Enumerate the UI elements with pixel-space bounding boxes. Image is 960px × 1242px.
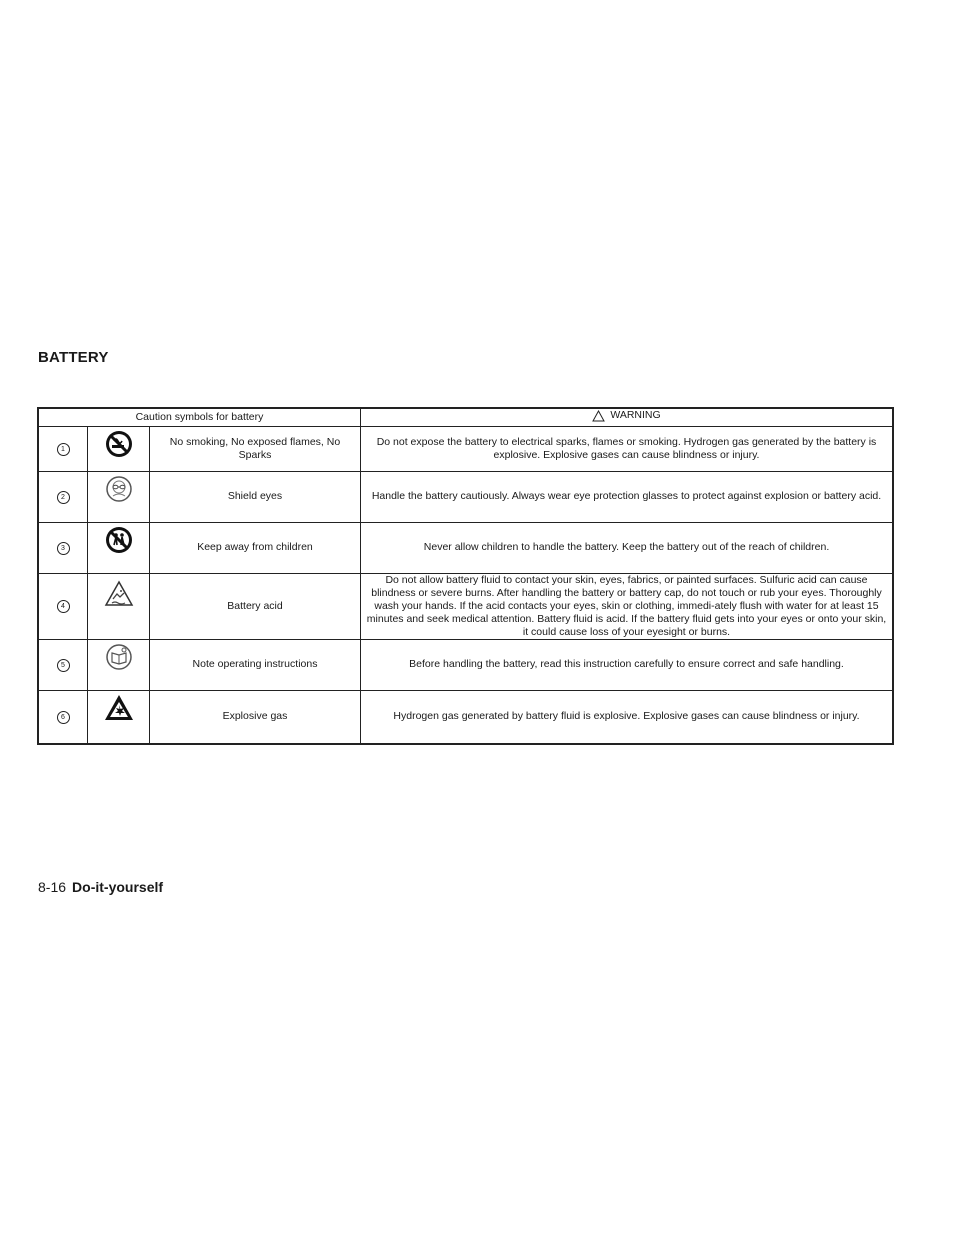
warning-label: WARNING: [610, 409, 661, 421]
row-number: 6: [38, 690, 88, 744]
symbol-cell: [88, 522, 150, 573]
warning-triangle-icon: [592, 410, 605, 422]
battery-acid-icon: [104, 579, 134, 609]
symbol-label: Keep away from children: [150, 522, 361, 573]
eye-protection-icon: [104, 474, 134, 504]
header-warning: [361, 408, 894, 426]
table-row: [38, 471, 893, 522]
warning-text: Before handling the battery, read this instruction carefully to ensure correct and safe handling.: [361, 639, 894, 690]
symbol-cell: [88, 639, 150, 690]
row-number: 5: [38, 639, 88, 690]
symbol-cell: [88, 690, 150, 744]
symbol-label: Note operating instructions: [150, 639, 361, 690]
header-caution-symbols: Caution symbols for battery: [38, 408, 361, 426]
chapter-title: Do-it-yourself: [72, 879, 164, 895]
row-number: 3: [38, 522, 88, 573]
warning-text: Do not expose the battery to electrical sparks, flames or smoking. Hydrogen gas generated by the battery is explosive. Explosive gases can cause blindness or injury.: [361, 426, 894, 471]
symbol-label: No smoking, No exposed flames, No Sparks: [150, 426, 361, 471]
row-number: 4: [38, 573, 88, 639]
section-title: BATTERY: [38, 349, 109, 366]
symbol-cell: [88, 471, 150, 522]
symbol-label: Explosive gas: [150, 690, 361, 744]
warning-text: Do not allow battery fluid to contact your skin, eyes, fabrics, or painted surfaces. Sulfuric acid can cause blindness or severe burns. After handling the battery or battery cap, do not touch or rub your eyes. Thoroughly wash your hands. If the acid contacts your eyes, skin or clothing, immedi-ately flush with water for at least 15 minutes and seek medical attention. Battery fluid is acid. If the battery fluid gets into your eyes or onto your skin, it could cause loss of your eyesight or burns.: [361, 573, 894, 639]
keep-away-children-icon: [104, 525, 134, 555]
table-row: [38, 573, 893, 639]
table-row: [38, 426, 893, 471]
symbol-label: Shield eyes: [150, 471, 361, 522]
table-row: [38, 522, 893, 573]
page-number: 8-16: [38, 879, 67, 895]
symbol-label: Battery acid: [150, 573, 361, 639]
battery-caution-table: [37, 407, 894, 745]
warning-text: Hydrogen gas generated by battery fluid is explosive. Explosive gases can cause blindness or injury.: [361, 690, 894, 744]
read-instructions-icon: [104, 642, 134, 672]
symbol-cell: [88, 426, 150, 471]
warning-text: Never allow children to handle the battery. Keep the battery out of the reach of children.: [361, 522, 894, 573]
table-row: [38, 639, 893, 690]
warning-text: Handle the battery cautiously. Always wear eye protection glasses to protect against explosion or battery acid.: [361, 471, 894, 522]
explosive-gas-icon: [104, 693, 134, 723]
page-footer: [38, 879, 163, 895]
row-number: 2: [38, 471, 88, 522]
symbol-cell: [88, 573, 150, 639]
table-row: [38, 690, 893, 744]
row-number: 1: [38, 426, 88, 471]
no-smoking-icon: [104, 429, 134, 459]
table-header-row: [38, 408, 893, 426]
